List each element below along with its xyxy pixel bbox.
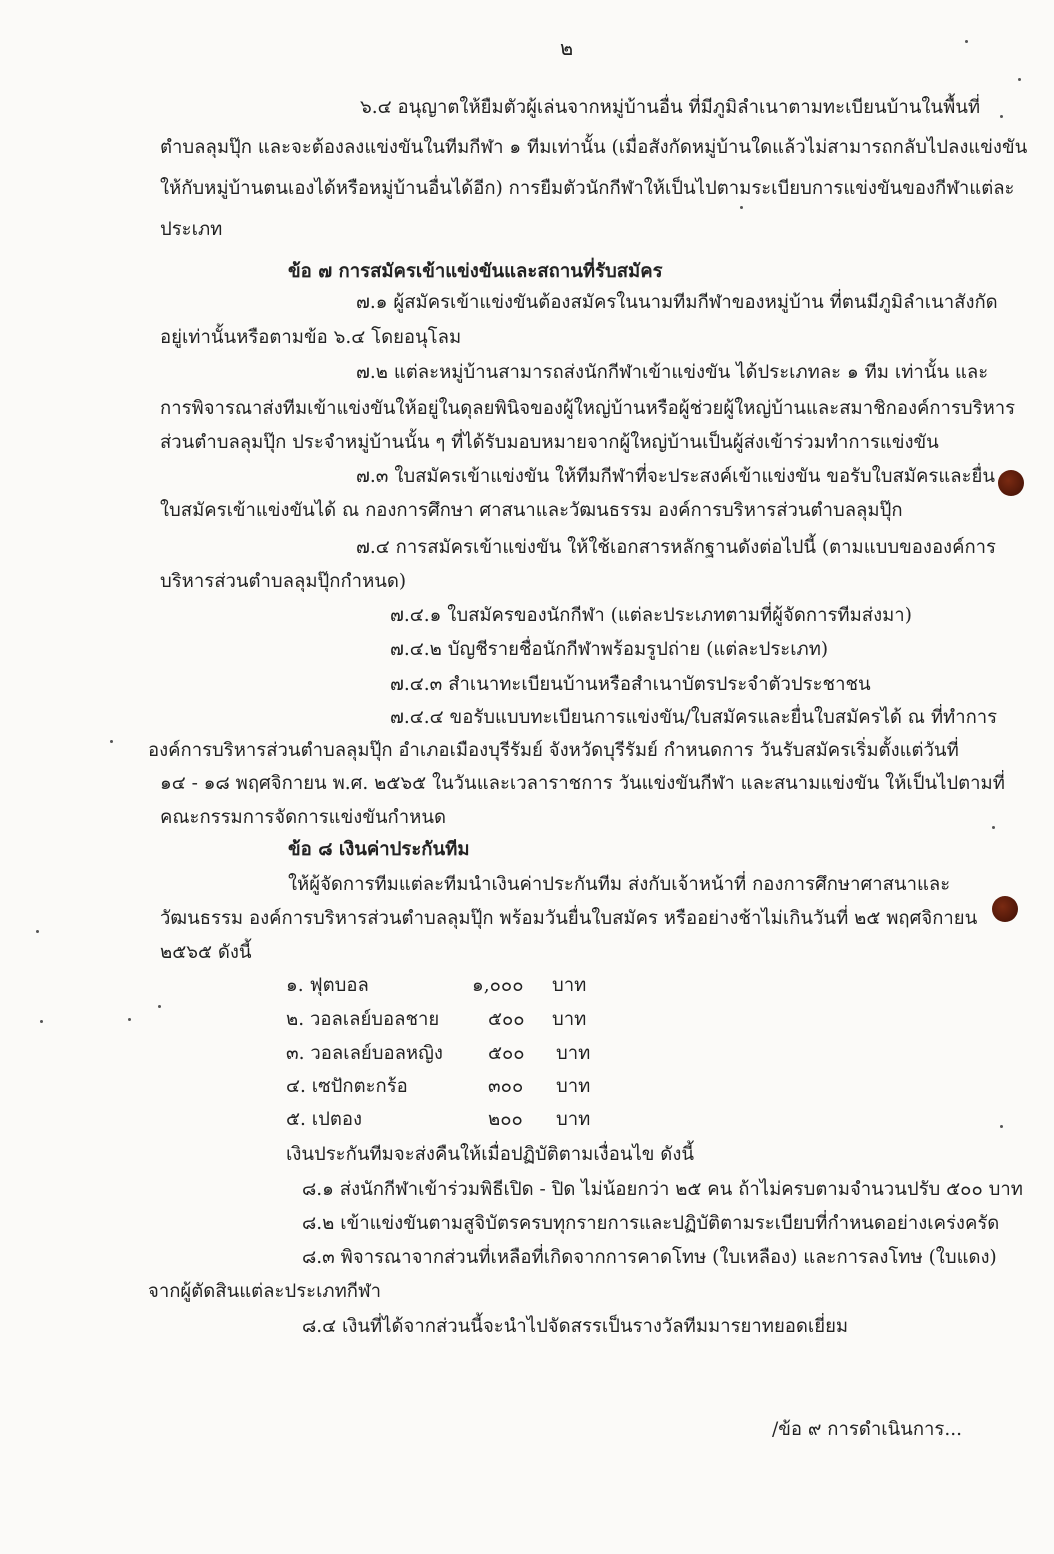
- para-8-1: ๘.๑ ส่งนักกีฬาเข้าร่วมพิธีเปิด - ปิด ไม่น้อยกว่า ๒๕ คน ถ้าไม่ครบตามจำนวนปรับ ๕๐๐ บาท: [302, 1179, 1023, 1200]
- section-8-heading: ข้อ ๘ เงินค่าประกันทีม: [288, 839, 470, 860]
- scan-speck: [158, 1005, 161, 1008]
- para-6-4-line-3: ให้กับหมู่บ้านตนเองได้หรือหมู่บ้านอื่นได้อีก) การยืมตัวนักกีฬาให้เป็นไปตามระเบียบการแข่งขันของกีฬาแต่ละ: [160, 178, 1015, 199]
- para-6-4-line-2: ตำบลลุมปุ๊ก และจะต้องลงแข่งขันในทีมกีฬา ๑ ทีมเท่านั้น (เมื่อสังกัดหมู่บ้านใดแล้วไม่สามารถกลับไปลงแข่งขัน: [160, 137, 1028, 158]
- para-7-4-4-line-1: ๗.๔.๔ ขอรับแบบทะเบียนการแข่งขัน/ใบสมัครและยื่นใบสมัครได้ ณ ที่ทำการ: [390, 707, 998, 728]
- para-7-1-line-1: ๗.๑ ผู้สมัครเข้าแข่งขันต้องสมัครในนามทีมกีฬาของหมู่บ้าน ที่ตนมีภูมิลำเนาสังกัด: [356, 292, 998, 313]
- scan-speck: [1000, 115, 1003, 118]
- punch-hole-top: [998, 470, 1024, 496]
- fee-name: ๒. วอลเลย์บอลชาย: [286, 1009, 440, 1030]
- scan-speck: [992, 826, 995, 829]
- para-8-line-1: ให้ผู้จัดการทีมแต่ละทีมนำเงินค่าประกันทีม ส่งกับเจ้าหน้าที่ กองการศึกษาศาสนาและ: [288, 874, 951, 895]
- para-7-4-4-line-4: คณะกรรมการจัดการแข่งขันกำหนด: [160, 807, 446, 828]
- para-7-4-line-2: บริหารส่วนตำบลลุมปุ๊กกำหนด): [160, 571, 407, 592]
- para-7-4-line-1: ๗.๔ การสมัครเข้าแข่งขัน ให้ใช้เอกสารหลักฐานดังต่อไปนี้ (ตามแบบขององค์การ: [356, 537, 996, 558]
- para-8-2: ๘.๒ เข้าแข่งขันตามสูจิบัตรครบทุกรายการและปฏิบัติตามระเบียบที่กำหนดอย่างเคร่งครัด: [302, 1213, 1000, 1234]
- fee-amount: ๕๐๐: [488, 1009, 525, 1030]
- para-7-4-1: ๗.๔.๑ ใบสมัครของนักกีฬา (แต่ละประเภทตามที่ผู้จัดการทีมส่งมา): [390, 605, 912, 626]
- refund-intro: เงินประกันทีมจะส่งคืนให้เมื่อปฏิบัติตามเงื่อนไข ดังนี้: [286, 1144, 694, 1165]
- para-7-4-4-line-2: องค์การบริหารส่วนตำบลลุมปุ๊ก อำเภอเมืองบุรีรัมย์ จังหวัดบุรีรัมย์ กำหนดการ วันรับสมัครเริ่มตั้งแต่วันที่: [148, 740, 959, 761]
- scan-speck: [965, 40, 968, 43]
- para-7-2-line-1: ๗.๒ แต่ละหมู่บ้านสามารถส่งนักกีฬาเข้าแข่งขัน ได้ประเภทละ ๑ ทีม เท่านั้น และ: [356, 362, 989, 383]
- fee-amount: ๒๐๐: [488, 1109, 523, 1130]
- scan-speck: [1018, 78, 1021, 81]
- section-7-heading: ข้อ ๗ การสมัครเข้าแข่งขันและสถานที่รับสมัคร: [288, 261, 663, 282]
- para-7-3-line-2: ใบสมัครเข้าแข่งขันได้ ณ กองการศึกษา ศาสนาและวัฒนธรรม องค์การบริหารส่วนตำบลลุมปุ๊ก: [160, 500, 903, 521]
- fee-amount: ๓๐๐: [488, 1076, 524, 1097]
- fee-amount: ๕๐๐: [488, 1043, 525, 1064]
- para-7-2-line-3: ส่วนตำบลลุมปุ๊ก ประจำหมู่บ้านนั้น ๆ ที่ได้รับมอบหมายจากผู้ใหญ่บ้านเป็นผู้ส่งเข้าร่วมทำการแข่งขัน: [160, 432, 939, 453]
- para-6-4-line-4: ประเภท: [160, 219, 223, 240]
- fee-unit: บาท: [552, 975, 587, 996]
- para-8-3-line-2: จากผู้ตัดสินแต่ละประเภทกีฬา: [148, 1281, 382, 1302]
- fee-name: ๕. เปตอง: [286, 1109, 362, 1130]
- para-7-1-line-2: อยู่เท่านั้นหรือตามข้อ ๖.๔ โดยอนุโลม: [160, 327, 462, 348]
- page-number: ๒: [560, 36, 574, 60]
- fee-unit: บาท: [556, 1076, 591, 1097]
- fee-amount: ๑,๐๐๐: [472, 975, 524, 996]
- fee-unit: บาท: [556, 1043, 591, 1064]
- scan-speck: [1000, 1125, 1003, 1128]
- scan-speck: [36, 930, 39, 933]
- fee-unit: บาท: [556, 1109, 591, 1130]
- scan-speck: [128, 1018, 131, 1021]
- para-7-4-2: ๗.๔.๒ บัญชีรายชื่อนักกีฬาพร้อมรูปถ่าย (แต่ละประเภท): [390, 639, 829, 660]
- para-6-4-line-1: ๖.๔ อนุญาตให้ยืมตัวผู้เล่นจากหมู่บ้านอื่น ที่มีภูมิลำเนาตามทะเบียนบ้านในพื้นที่: [360, 97, 981, 118]
- continuation-footer: /ข้อ ๙ การดำเนินการ...: [771, 1419, 962, 1440]
- para-7-4-4-line-3: ๑๔ - ๑๘ พฤศจิกายน พ.ศ. ๒๕๖๕ ในวันและเวลาราชการ วันแข่งขันกีฬา และสนามแข่งขัน ให้เป็นไปตามที่: [160, 773, 1005, 794]
- para-7-2-line-2: การพิจารณาส่งทีมเข้าแข่งขันให้อยู่ในดุลยพินิจของผู้ใหญ่บ้านหรือผู้ช่วยผู้ใหญ่บ้านและสมาชิกองค์การบริหาร: [160, 398, 1016, 419]
- para-8-line-2: วัฒนธรรม องค์การบริหารส่วนตำบลลุมปุ๊ก พร้อมวันยื่นใบสมัคร หรืออย่างช้าไม่เกินวันที่ ๒๕ พฤศจิกายน: [160, 908, 978, 929]
- fee-name: ๑. ฟุตบอล: [286, 975, 369, 996]
- para-8-line-3: ๒๕๖๕ ดังนี้: [160, 942, 252, 963]
- para-8-3-line-1: ๘.๓ พิจารณาจากส่วนที่เหลือที่เกิดจากการคาดโทษ (ใบเหลือง) และการลงโทษ (ใบแดง): [302, 1247, 997, 1268]
- para-7-3-line-1: ๗.๓ ใบสมัครเข้าแข่งขัน ให้ทีมกีฬาที่จะประสงค์เข้าแข่งขัน ขอรับใบสมัครและยื่น: [356, 466, 995, 487]
- scan-speck: [740, 206, 743, 209]
- fee-name: ๓. วอลเลย์บอลหญิง: [286, 1043, 443, 1064]
- para-8-4: ๘.๔ เงินที่ได้จากส่วนนี้จะนำไปจัดสรรเป็นรางวัลทีมมารยาทยอดเยี่ยม: [302, 1316, 849, 1337]
- scan-speck: [40, 1020, 43, 1023]
- scan-speck: [110, 740, 113, 743]
- fee-unit: บาท: [552, 1009, 587, 1030]
- para-7-4-3: ๗.๔.๓ สำเนาทะเบียนบ้านหรือสำเนาบัตรประจำตัวประชาชน: [390, 674, 871, 695]
- fee-name: ๔. เซปักตะกร้อ: [286, 1076, 408, 1097]
- punch-hole-bottom: [992, 896, 1018, 922]
